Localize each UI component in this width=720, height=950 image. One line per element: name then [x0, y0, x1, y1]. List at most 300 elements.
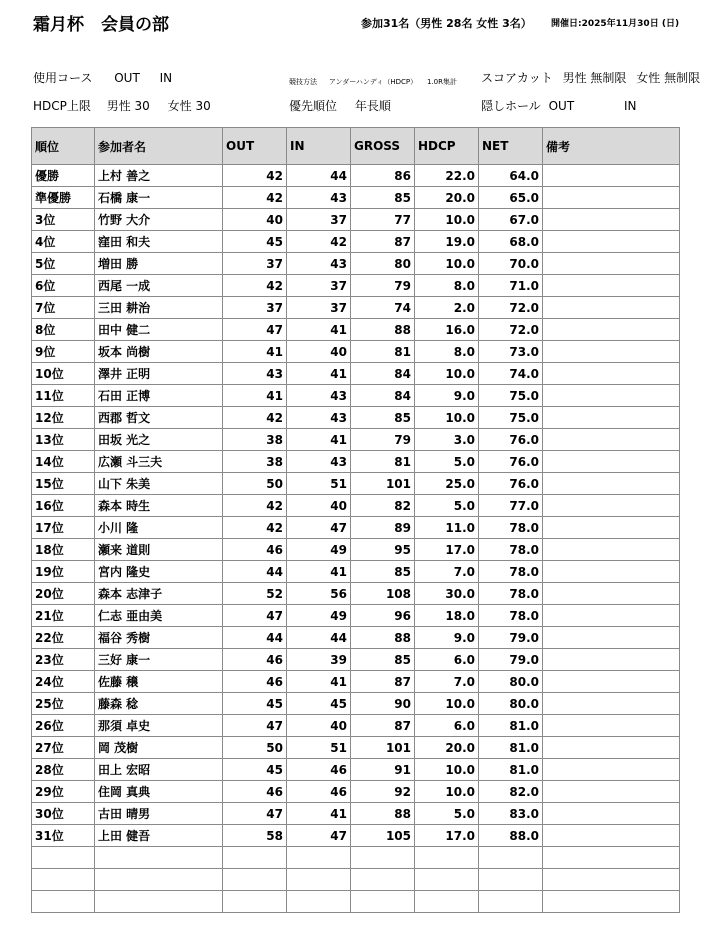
cell-in: 49 — [287, 605, 351, 627]
empty-cell — [479, 847, 543, 869]
cell-name: 岡 茂樹 — [95, 737, 223, 759]
cell-net: 78.0 — [479, 583, 543, 605]
cell-note — [543, 671, 680, 693]
cell-name: 窪田 和夫 — [95, 231, 223, 253]
priority-label: 優先順位 — [289, 99, 338, 113]
cell-note — [543, 253, 680, 275]
event-date: 開催日:2025年11月30日 (日) — [551, 19, 680, 29]
cell-hdcp: 9.0 — [415, 385, 479, 407]
cell-rank: 18位 — [32, 539, 95, 561]
cell-in: 41 — [287, 561, 351, 583]
table-row — [32, 429, 680, 451]
empty-cell — [32, 869, 95, 891]
header-name: 参加者名 — [95, 128, 223, 165]
cell-in: 47 — [287, 825, 351, 847]
empty-cell — [479, 891, 543, 913]
cell-net: 81.0 — [479, 759, 543, 781]
cell-hdcp: 20.0 — [415, 737, 479, 759]
cell-out: 52 — [223, 583, 287, 605]
cell-in: 41 — [287, 429, 351, 451]
cell-out: 42 — [223, 517, 287, 539]
score-cut-info — [481, 69, 700, 86]
cell-in: 51 — [287, 737, 351, 759]
cell-rank: 12位 — [32, 407, 95, 429]
cell-net: 76.0 — [479, 429, 543, 451]
cell-in: 43 — [287, 385, 351, 407]
cell-name: 佐藤 穣 — [95, 671, 223, 693]
cell-out: 41 — [223, 385, 287, 407]
cell-gross: 74 — [351, 297, 415, 319]
cell-gross: 79 — [351, 275, 415, 297]
cell-net: 81.0 — [479, 737, 543, 759]
cell-out: 46 — [223, 649, 287, 671]
table-row — [32, 693, 680, 715]
cell-in: 44 — [287, 165, 351, 187]
cell-in: 56 — [287, 583, 351, 605]
cell-rank: 6位 — [32, 275, 95, 297]
method-info — [289, 73, 457, 87]
priority-value: 年長順 — [354, 99, 391, 113]
table-row — [32, 209, 680, 231]
cell-name: 上田 健吾 — [95, 825, 223, 847]
cell-name: 森本 時生 — [95, 495, 223, 517]
cell-rank: 31位 — [32, 825, 95, 847]
cell-out: 42 — [223, 165, 287, 187]
table-row — [32, 737, 680, 759]
cell-note — [543, 583, 680, 605]
cell-net: 80.0 — [479, 693, 543, 715]
cell-hdcp: 8.0 — [415, 275, 479, 297]
empty-cell — [287, 891, 351, 913]
cell-in: 40 — [287, 715, 351, 737]
cell-in: 49 — [287, 539, 351, 561]
score-cut-label: スコアカット — [481, 71, 553, 85]
cell-out: 42 — [223, 407, 287, 429]
cell-in: 43 — [287, 451, 351, 473]
table-header-row — [32, 128, 680, 165]
table-row — [32, 495, 680, 517]
cell-gross: 90 — [351, 693, 415, 715]
table-row — [32, 473, 680, 495]
cell-out: 47 — [223, 715, 287, 737]
cell-note — [543, 561, 680, 583]
cell-hdcp: 5.0 — [415, 451, 479, 473]
cell-hdcp: 17.0 — [415, 825, 479, 847]
cell-note — [543, 693, 680, 715]
cell-gross: 81 — [351, 341, 415, 363]
cell-in: 41 — [287, 363, 351, 385]
cell-rank: 25位 — [32, 693, 95, 715]
cell-note — [543, 781, 680, 803]
cell-in: 41 — [287, 319, 351, 341]
cell-out: 38 — [223, 429, 287, 451]
cell-in: 41 — [287, 671, 351, 693]
cell-note — [543, 209, 680, 231]
header-gross: GROSS — [351, 128, 415, 165]
cell-name: 藤森 稔 — [95, 693, 223, 715]
cell-out: 45 — [223, 231, 287, 253]
header-hdcp: HDCP — [415, 128, 479, 165]
cell-name: 田中 健二 — [95, 319, 223, 341]
cell-in: 40 — [287, 341, 351, 363]
empty-cell — [351, 847, 415, 869]
cell-gross: 105 — [351, 825, 415, 847]
cell-name: 三好 康一 — [95, 649, 223, 671]
cell-name: 上村 善之 — [95, 165, 223, 187]
cell-gross: 85 — [351, 561, 415, 583]
cell-gross: 89 — [351, 517, 415, 539]
cell-hdcp: 19.0 — [415, 231, 479, 253]
cell-rank: 23位 — [32, 649, 95, 671]
cell-net: 71.0 — [479, 275, 543, 297]
course-info — [33, 69, 172, 86]
priority-info — [289, 97, 391, 114]
empty-cell — [32, 847, 95, 869]
table-row — [32, 275, 680, 297]
cell-name: 石田 正博 — [95, 385, 223, 407]
cell-rank: 準優勝 — [32, 187, 95, 209]
cell-in: 40 — [287, 495, 351, 517]
table-row — [32, 385, 680, 407]
cell-name: 広瀬 斗三夫 — [95, 451, 223, 473]
cell-net: 80.0 — [479, 671, 543, 693]
cell-net: 67.0 — [479, 209, 543, 231]
cell-rank: 14位 — [32, 451, 95, 473]
cell-rank: 27位 — [32, 737, 95, 759]
table-row — [32, 825, 680, 847]
cell-rank: 9位 — [32, 341, 95, 363]
hdcp-limit-male: 男性 30 — [106, 99, 150, 113]
cell-rank: 10位 — [32, 363, 95, 385]
cell-hdcp: 16.0 — [415, 319, 479, 341]
cell-note — [543, 363, 680, 385]
score-cut-female: 女性 無制限 — [636, 71, 701, 85]
empty-cell — [415, 869, 479, 891]
table-row — [32, 451, 680, 473]
cell-hdcp: 10.0 — [415, 781, 479, 803]
table-row — [32, 715, 680, 737]
empty-row — [32, 891, 680, 913]
cell-gross: 79 — [351, 429, 415, 451]
cell-rank: 11位 — [32, 385, 95, 407]
cell-note — [543, 385, 680, 407]
cell-rank: 8位 — [32, 319, 95, 341]
cell-net: 78.0 — [479, 517, 543, 539]
cell-net: 76.0 — [479, 451, 543, 473]
cell-hdcp: 8.0 — [415, 341, 479, 363]
cell-hdcp: 2.0 — [415, 297, 479, 319]
cell-gross: 92 — [351, 781, 415, 803]
empty-cell — [543, 869, 680, 891]
cell-gross: 87 — [351, 231, 415, 253]
cell-net: 70.0 — [479, 253, 543, 275]
cell-name: 増田 勝 — [95, 253, 223, 275]
cell-out: 45 — [223, 759, 287, 781]
course-label: 使用コース — [33, 71, 93, 85]
cell-gross: 80 — [351, 253, 415, 275]
cell-gross: 91 — [351, 759, 415, 781]
cell-out: 37 — [223, 297, 287, 319]
cell-net: 78.0 — [479, 539, 543, 561]
cell-rank: 16位 — [32, 495, 95, 517]
cell-name: 仁志 亜由美 — [95, 605, 223, 627]
cell-in: 46 — [287, 759, 351, 781]
empty-cell — [287, 847, 351, 869]
cell-net: 64.0 — [479, 165, 543, 187]
cell-out: 41 — [223, 341, 287, 363]
cell-hdcp: 5.0 — [415, 803, 479, 825]
cell-rank: 7位 — [32, 297, 95, 319]
empty-cell — [543, 891, 680, 913]
cell-gross: 85 — [351, 649, 415, 671]
empty-cell — [95, 869, 223, 891]
hdcp-limit-female: 女性 30 — [167, 99, 211, 113]
cell-note — [543, 341, 680, 363]
cell-out: 43 — [223, 363, 287, 385]
cell-in: 43 — [287, 187, 351, 209]
empty-cell — [351, 891, 415, 913]
cell-net: 82.0 — [479, 781, 543, 803]
cell-in: 46 — [287, 781, 351, 803]
table-row — [32, 759, 680, 781]
cell-note — [543, 605, 680, 627]
cell-net: 68.0 — [479, 231, 543, 253]
cell-hdcp: 10.0 — [415, 759, 479, 781]
cell-out: 44 — [223, 561, 287, 583]
cell-note — [543, 319, 680, 341]
empty-cell — [287, 869, 351, 891]
cell-gross: 101 — [351, 737, 415, 759]
course-out: OUT — [114, 71, 140, 85]
cell-hdcp: 9.0 — [415, 627, 479, 649]
cell-in: 51 — [287, 473, 351, 495]
cell-in: 39 — [287, 649, 351, 671]
cell-name: 小川 隆 — [95, 517, 223, 539]
cell-gross: 108 — [351, 583, 415, 605]
empty-cell — [415, 847, 479, 869]
cell-net: 73.0 — [479, 341, 543, 363]
results-body — [32, 165, 680, 913]
cell-hdcp: 25.0 — [415, 473, 479, 495]
table-row — [32, 781, 680, 803]
table-row — [32, 539, 680, 561]
empty-cell — [415, 891, 479, 913]
cell-net: 75.0 — [479, 385, 543, 407]
cell-gross: 81 — [351, 451, 415, 473]
empty-cell — [223, 891, 287, 913]
cell-note — [543, 473, 680, 495]
table-row — [32, 231, 680, 253]
cell-note — [543, 539, 680, 561]
cell-net: 78.0 — [479, 561, 543, 583]
empty-cell — [223, 847, 287, 869]
cell-name: 坂本 尚樹 — [95, 341, 223, 363]
cell-out: 45 — [223, 693, 287, 715]
cell-out: 47 — [223, 803, 287, 825]
cell-hdcp: 17.0 — [415, 539, 479, 561]
cell-name: 福谷 秀樹 — [95, 627, 223, 649]
cell-in: 37 — [287, 275, 351, 297]
cell-gross: 84 — [351, 363, 415, 385]
cell-out: 50 — [223, 737, 287, 759]
header-rank: 順位 — [32, 128, 95, 165]
cell-out: 58 — [223, 825, 287, 847]
method-extra: 1.0R集計 — [426, 78, 457, 86]
table-row — [32, 363, 680, 385]
cell-rank: 30位 — [32, 803, 95, 825]
cell-note — [543, 825, 680, 847]
cell-net: 72.0 — [479, 319, 543, 341]
cell-net: 88.0 — [479, 825, 543, 847]
cell-name: 住岡 真典 — [95, 781, 223, 803]
cell-name: 三田 耕治 — [95, 297, 223, 319]
course-in: IN — [159, 71, 173, 85]
header-note: 備考 — [543, 128, 680, 165]
cell-rank: 4位 — [32, 231, 95, 253]
cell-hdcp: 11.0 — [415, 517, 479, 539]
cell-note — [543, 451, 680, 473]
cell-gross: 77 — [351, 209, 415, 231]
cell-out: 38 — [223, 451, 287, 473]
cell-note — [543, 429, 680, 451]
cell-in: 43 — [287, 253, 351, 275]
cell-note — [543, 495, 680, 517]
cell-in: 45 — [287, 693, 351, 715]
cell-in: 43 — [287, 407, 351, 429]
header-in: IN — [287, 128, 351, 165]
cell-gross: 87 — [351, 671, 415, 693]
cell-net: 74.0 — [479, 363, 543, 385]
cell-hdcp: 10.0 — [415, 407, 479, 429]
cell-name: 西郡 哲文 — [95, 407, 223, 429]
cell-note — [543, 275, 680, 297]
cell-hdcp: 10.0 — [415, 209, 479, 231]
cell-out: 46 — [223, 539, 287, 561]
cell-rank: 5位 — [32, 253, 95, 275]
empty-row — [32, 869, 680, 891]
cell-net: 79.0 — [479, 649, 543, 671]
cell-name: 森本 志津子 — [95, 583, 223, 605]
cell-hdcp: 20.0 — [415, 187, 479, 209]
cell-out: 42 — [223, 275, 287, 297]
cell-gross: 86 — [351, 165, 415, 187]
hidden-hole-label: 隠しホール — [481, 99, 541, 113]
cell-net: 72.0 — [479, 297, 543, 319]
cell-out: 50 — [223, 473, 287, 495]
cell-note — [543, 517, 680, 539]
cell-note — [543, 803, 680, 825]
cell-gross: 84 — [351, 385, 415, 407]
table-row — [32, 561, 680, 583]
hdcp-limit-label: HDCP上限 — [33, 99, 91, 113]
cell-out: 47 — [223, 319, 287, 341]
table-row — [32, 407, 680, 429]
empty-cell — [351, 869, 415, 891]
cell-hdcp: 5.0 — [415, 495, 479, 517]
cell-in: 41 — [287, 803, 351, 825]
cell-gross: 96 — [351, 605, 415, 627]
cell-rank: 19位 — [32, 561, 95, 583]
cell-rank: 21位 — [32, 605, 95, 627]
header-net: NET — [479, 128, 543, 165]
table-row — [32, 319, 680, 341]
cell-hdcp: 3.0 — [415, 429, 479, 451]
cell-gross: 88 — [351, 319, 415, 341]
table-row — [32, 803, 680, 825]
cell-hdcp: 10.0 — [415, 363, 479, 385]
cell-rank: 29位 — [32, 781, 95, 803]
cell-net: 77.0 — [479, 495, 543, 517]
method-label: 競技方法 — [289, 78, 317, 86]
cell-rank: 優勝 — [32, 165, 95, 187]
cell-in: 42 — [287, 231, 351, 253]
cell-gross: 88 — [351, 803, 415, 825]
table-row — [32, 671, 680, 693]
cell-out: 46 — [223, 781, 287, 803]
cell-hdcp: 30.0 — [415, 583, 479, 605]
cell-hdcp: 18.0 — [415, 605, 479, 627]
table-row — [32, 297, 680, 319]
cell-in: 37 — [287, 209, 351, 231]
cell-note — [543, 407, 680, 429]
hdcp-limit-info — [33, 97, 211, 114]
cell-note — [543, 759, 680, 781]
cell-gross: 95 — [351, 539, 415, 561]
method-value: アンダーハンディ（HDCP） — [328, 78, 418, 86]
cell-out: 42 — [223, 495, 287, 517]
cell-hdcp: 22.0 — [415, 165, 479, 187]
cell-net: 75.0 — [479, 407, 543, 429]
results-table — [31, 127, 680, 913]
cell-out: 46 — [223, 671, 287, 693]
cell-note — [543, 737, 680, 759]
table-row — [32, 517, 680, 539]
cell-hdcp: 7.0 — [415, 671, 479, 693]
hidden-hole-info — [481, 97, 637, 114]
cell-name: 那須 卓史 — [95, 715, 223, 737]
cell-rank: 13位 — [32, 429, 95, 451]
cell-name: 田坂 光之 — [95, 429, 223, 451]
cell-name: 石橋 康一 — [95, 187, 223, 209]
cell-note — [543, 297, 680, 319]
cell-rank: 26位 — [32, 715, 95, 737]
cell-gross: 101 — [351, 473, 415, 495]
cell-name: 瀬来 道則 — [95, 539, 223, 561]
cell-name: 澤井 正明 — [95, 363, 223, 385]
cell-rank: 3位 — [32, 209, 95, 231]
cell-note — [543, 715, 680, 737]
cell-rank: 24位 — [32, 671, 95, 693]
header-out: OUT — [223, 128, 287, 165]
empty-cell — [95, 847, 223, 869]
table-row — [32, 165, 680, 187]
cell-name: 西尾 一成 — [95, 275, 223, 297]
empty-cell — [223, 869, 287, 891]
cell-out: 42 — [223, 187, 287, 209]
cell-note — [543, 165, 680, 187]
cell-gross: 85 — [351, 187, 415, 209]
cell-out: 47 — [223, 605, 287, 627]
cell-in: 44 — [287, 627, 351, 649]
cell-rank: 17位 — [32, 517, 95, 539]
cell-in: 47 — [287, 517, 351, 539]
cell-hdcp: 10.0 — [415, 253, 479, 275]
cell-net: 65.0 — [479, 187, 543, 209]
empty-row — [32, 847, 680, 869]
cell-name: 山下 朱美 — [95, 473, 223, 495]
cell-out: 40 — [223, 209, 287, 231]
participant-count: 参加31名（男性 28名 女性 3名） — [361, 17, 532, 30]
